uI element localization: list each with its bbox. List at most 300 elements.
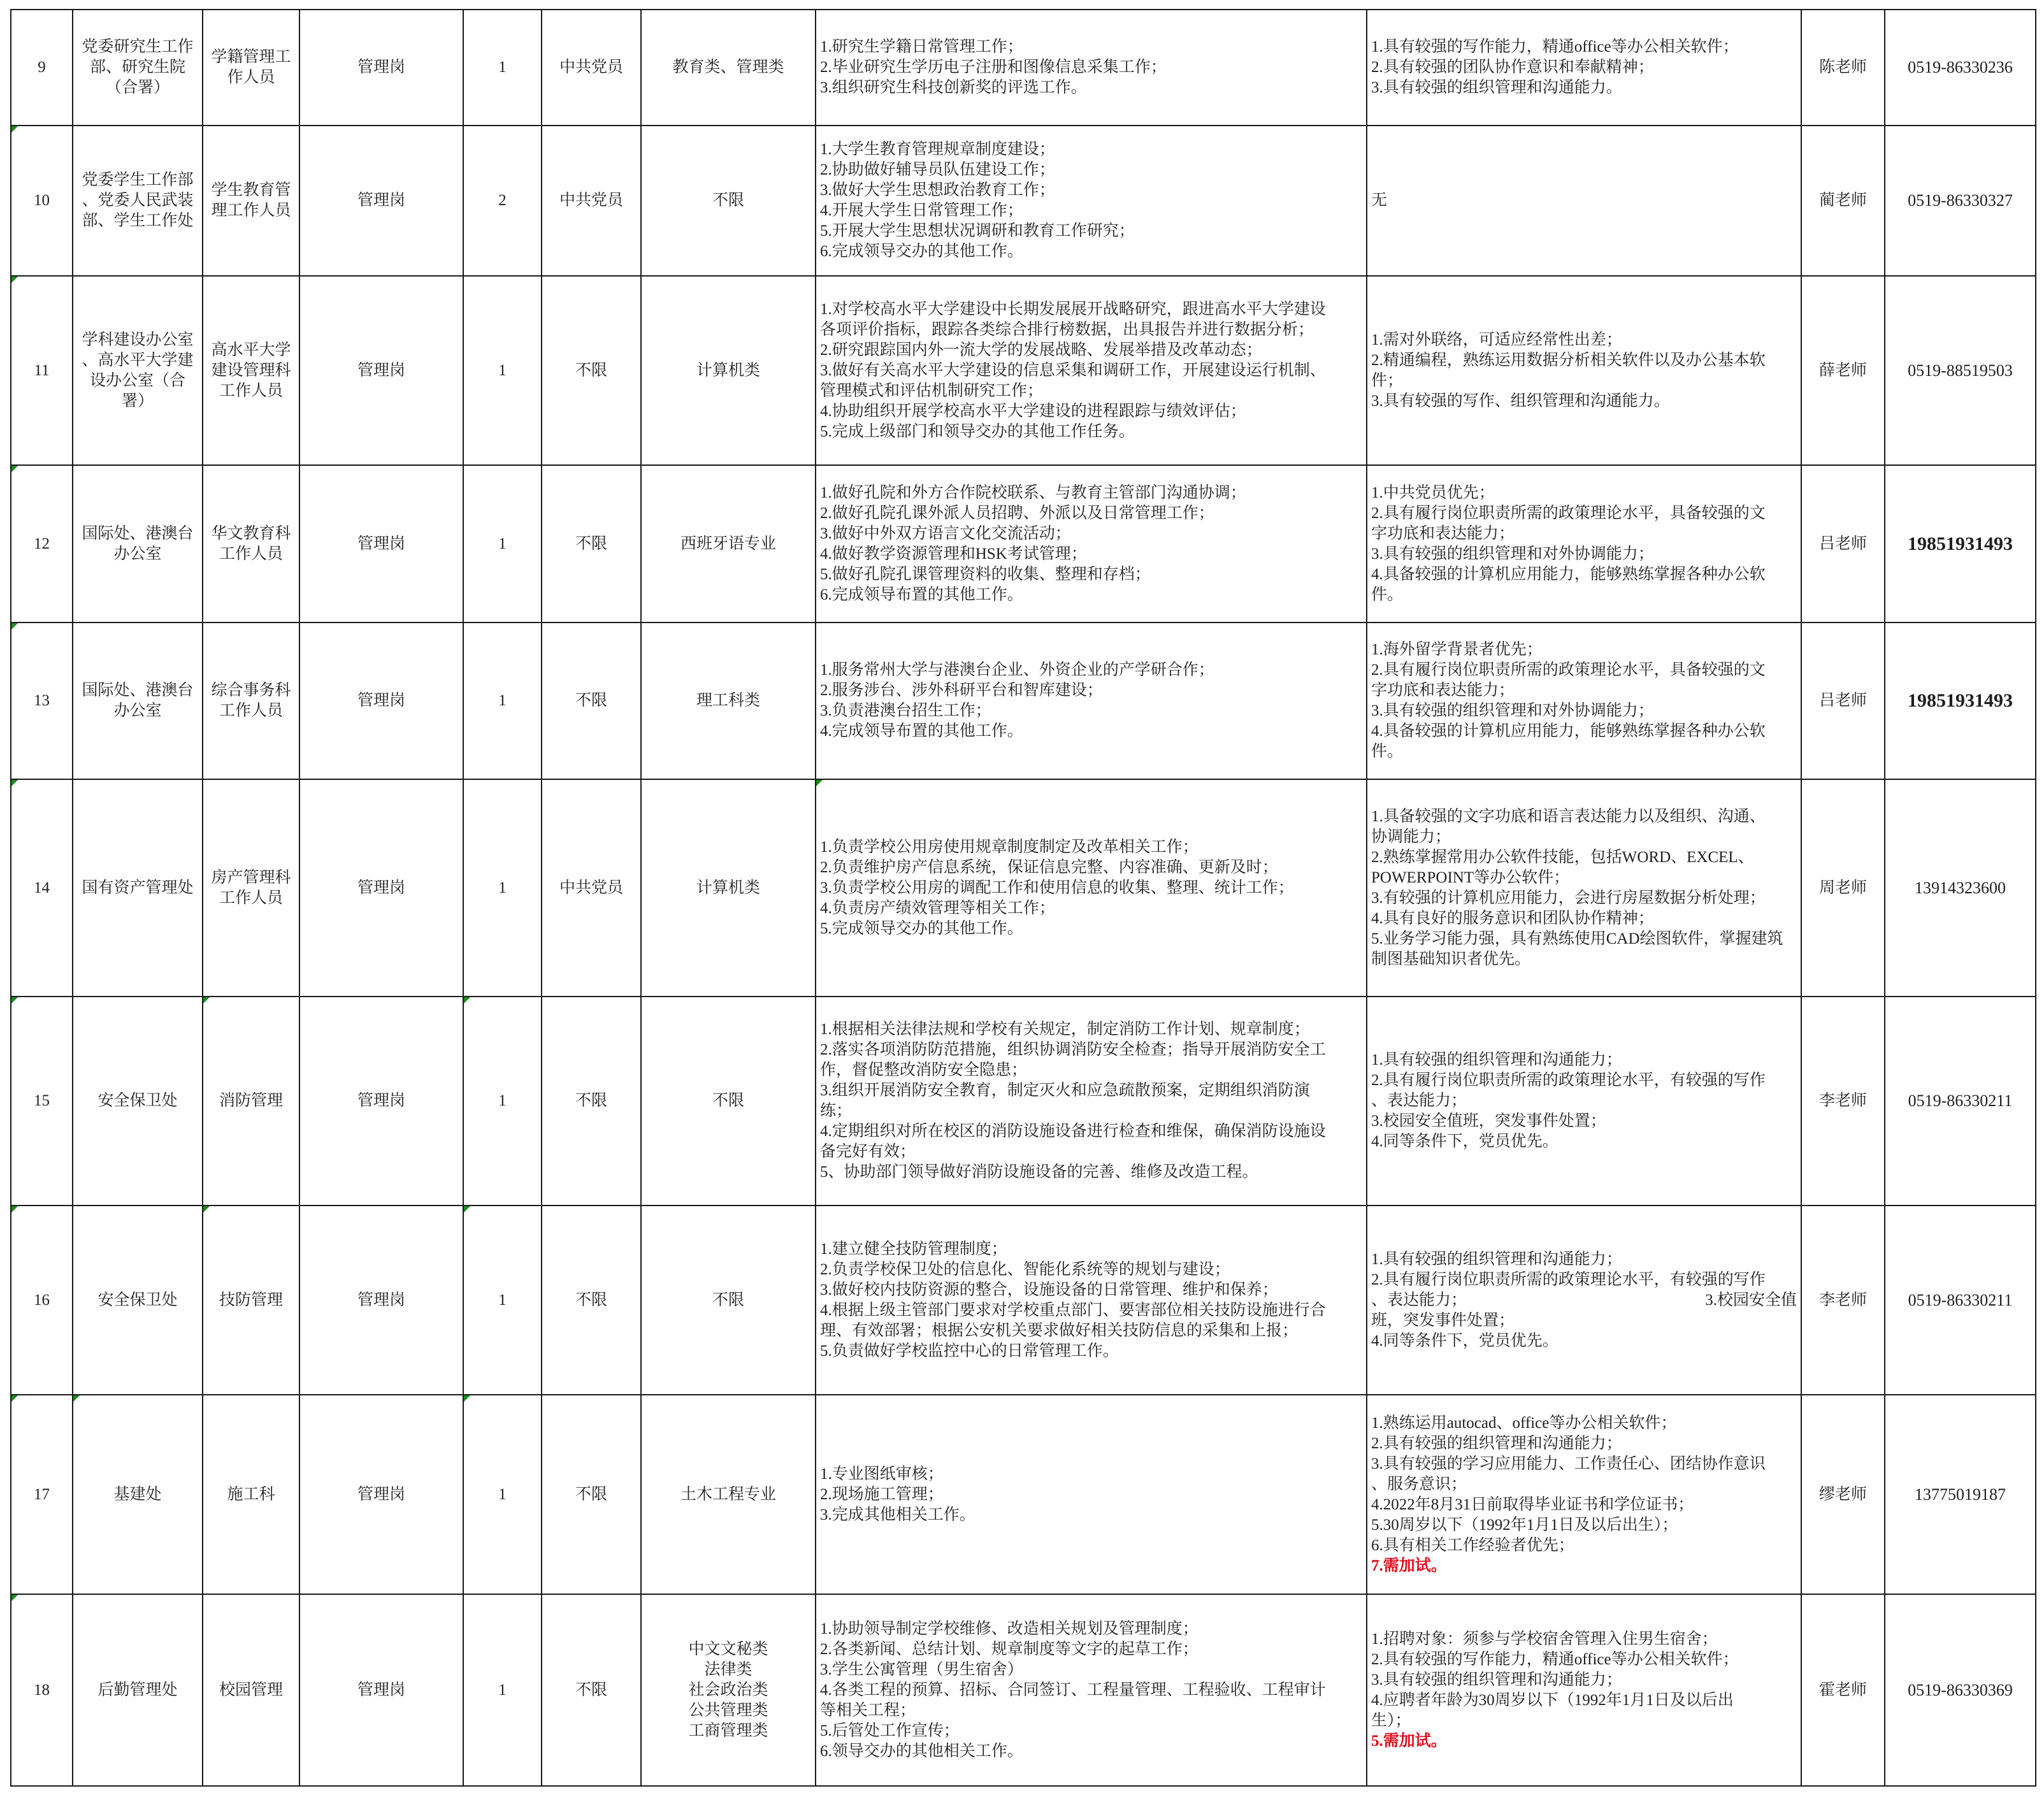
position-name-cell xyxy=(203,1395,299,1594)
duties-line: 2.现场施工管理； xyxy=(820,1485,944,1503)
requirements-line: 1.具有较强的写作能力，精通office等办公相关软件； xyxy=(1371,38,1739,55)
position-name-line: 消防管理 xyxy=(219,1092,283,1109)
requirements-line: 1.具有较强的组织管理和沟通能力； xyxy=(1371,1250,1622,1268)
headcount-cell xyxy=(463,10,542,126)
row-number: 13 xyxy=(34,692,50,709)
duties-line: 1.做好孔院和外方合作院校联系、与教育主管部门沟通协调； xyxy=(820,484,1246,501)
requirements-line: 4.同等条件下，党员优先。 xyxy=(1371,1133,1558,1150)
requirements-cell xyxy=(1367,997,1801,1206)
headcount-cell xyxy=(463,126,542,276)
requirements-line: 1.招聘对象：须参与学校宿舍管理入住男生宿舍； xyxy=(1371,1630,1718,1648)
major-line: 不限 xyxy=(712,192,744,209)
major-line: 法律类 xyxy=(704,1660,752,1678)
phone-number: 13775019187 xyxy=(1915,1485,2006,1504)
row-number-cell xyxy=(11,126,73,276)
contact-person: 薛老师 xyxy=(1818,361,1867,379)
requirements-line xyxy=(1371,1290,1797,1311)
row-number-cell xyxy=(11,779,73,997)
requirements-line: 、服务意识； xyxy=(1371,1475,1467,1493)
contact-person-cell xyxy=(1801,623,1885,779)
headcount: 1 xyxy=(498,1485,507,1503)
department-line: 办公室 xyxy=(113,702,162,719)
table-row xyxy=(11,1395,2036,1594)
row-number: 11 xyxy=(34,361,50,379)
phone-cell xyxy=(1885,1395,2036,1594)
cell-indicator-icon xyxy=(11,277,18,283)
major-line: 教育类、管理类 xyxy=(672,59,784,76)
headcount: 1 xyxy=(498,692,507,709)
position-name-line: 工作人员 xyxy=(219,382,283,400)
duties-line: 等相关工程； xyxy=(820,1701,916,1719)
position-name-line: 学生教育管 xyxy=(211,182,291,199)
political-status: 不限 xyxy=(575,1485,607,1503)
department-line: 党委研究生工作 xyxy=(82,38,194,55)
department-cell xyxy=(73,10,203,126)
duties-line: 1.专业图纸审核； xyxy=(820,1465,944,1483)
position-name-cell xyxy=(203,276,299,465)
cell-indicator-icon xyxy=(816,780,823,786)
position-type: 管理岗 xyxy=(357,1092,405,1109)
position-name-line: 理工作人员 xyxy=(211,202,291,219)
phone-number: 19851931493 xyxy=(1908,690,2013,711)
contact-person: 周老师 xyxy=(1818,879,1867,896)
headcount-cell xyxy=(463,1395,542,1594)
department-line: 部、学生工作处 xyxy=(82,212,194,229)
requirements-line: 1.熟练运用autocad、office等办公相关软件； xyxy=(1371,1414,1677,1432)
requirements-cell xyxy=(1367,1395,1801,1594)
row-number: 14 xyxy=(34,879,50,896)
duties-line: 4.各类工程的预算、招标、合同签订、工程量管理、工程验收、工程审计 xyxy=(820,1681,1326,1699)
headcount-cell xyxy=(463,997,542,1206)
requirements-line: 4.2022年8月31日前取得毕业证书和学位证书； xyxy=(1371,1495,1694,1513)
department-line: 学科建设办公室 xyxy=(82,331,194,349)
position-type: 管理岗 xyxy=(357,1485,405,1503)
duties-line: 5.负责做好学校监控中心的日常管理工作。 xyxy=(820,1342,1119,1360)
cell-indicator-icon xyxy=(11,466,18,472)
headcount-cell xyxy=(463,1206,542,1395)
duties-line: 3.做好有关高水平大学建设的信息采集和调研工作，开展建设运行机制、 xyxy=(820,361,1326,379)
department-line: 安全保卫处 xyxy=(97,1092,178,1109)
row-number: 9 xyxy=(38,59,46,76)
row-number-cell xyxy=(11,997,73,1206)
requirements-cell xyxy=(1367,276,1801,465)
political-status-cell xyxy=(542,997,641,1206)
major-cell xyxy=(641,1594,816,1786)
position-type: 管理岗 xyxy=(357,361,405,379)
headcount-cell xyxy=(463,1594,542,1786)
phone-number: 0519-86330327 xyxy=(1908,191,2013,210)
requirements-line: 1.具备较强的文字功底和语言表达能力以及组织、沟通、 xyxy=(1371,807,1766,825)
requirements-line: 4.应聘者年龄为30周岁以下（1992年1月1日及以后出 xyxy=(1371,1691,1734,1709)
duties-cell xyxy=(816,1594,1367,1786)
headcount-cell xyxy=(463,465,542,623)
phone-cell xyxy=(1885,465,2036,623)
position-type-cell xyxy=(299,997,463,1206)
duties-line: 1.负责学校公用房使用规章制度制定及改革相关工作； xyxy=(820,838,1198,856)
requirements-cell xyxy=(1367,10,1801,126)
requirements-cell xyxy=(1367,465,1801,623)
political-status-cell xyxy=(542,1594,641,1786)
position-type-cell xyxy=(299,1206,463,1395)
duties-line: 3.组织开展消防安全教育，制定灭火和应急疏散预案，定期组织消防演 xyxy=(820,1082,1310,1099)
contact-person-cell xyxy=(1801,1206,1885,1395)
contact-person: 李老师 xyxy=(1818,1291,1867,1309)
headcount-cell xyxy=(463,623,542,779)
duties-line: 2.负责维护房产信息系统，保证信息完整、内容准确、更新及时； xyxy=(820,858,1278,876)
department-line: 署） xyxy=(121,392,154,410)
requirements-line: 6.具有相关工作经验者优先； xyxy=(1371,1536,1574,1554)
phone-cell xyxy=(1885,126,2036,276)
duties-line: 理、有效部署；根据公安机关要求做好相关技防信息的采集和上报； xyxy=(820,1321,1299,1339)
duties-cell xyxy=(816,1206,1367,1395)
duties-line: 3.学生公寓管理（男生宿舍） xyxy=(820,1660,1023,1678)
requirements-line: 4.具备较强的计算机应用能力，能够熟练掌握各种办公软 xyxy=(1371,723,1766,740)
requirements-line: 协调能力； xyxy=(1371,828,1451,846)
requirements-line: 2.熟练掌握常用办公软件技能，包括WORD、EXCEL、 xyxy=(1371,848,1754,866)
duties-line: 练； xyxy=(820,1102,853,1119)
requirements-line: 件。 xyxy=(1371,586,1404,603)
duties-line: 5、协助部门领导做好消防设施设备的完善、维修及改造工程。 xyxy=(820,1163,1258,1181)
duties-line: 1.建立健全技防管理制度； xyxy=(820,1240,1007,1258)
recruitment-table xyxy=(10,9,2036,1787)
phone-number: 0519-86330211 xyxy=(1908,1091,2013,1110)
duties-line: 3.做好校内技防资源的整合，设施设备的日常管理、维护和保养； xyxy=(820,1281,1278,1299)
duties-cell xyxy=(816,10,1367,126)
political-status: 不限 xyxy=(575,1681,607,1699)
duties-line: 2.毕业研究生学历电子注册和图像信息采集工作； xyxy=(820,59,1167,76)
contact-person: 李老师 xyxy=(1818,1092,1867,1109)
position-type-cell xyxy=(299,276,463,465)
major-line: 计算机类 xyxy=(696,361,760,379)
requirements-line: 3.具有较强的写作、组织管理和沟通能力。 xyxy=(1371,392,1670,410)
duties-line: 各项评价指标，跟踪各类综合排行榜数据，出具报告并进行数据分析； xyxy=(820,320,1314,338)
table-row xyxy=(11,10,2036,126)
phone-number: 0519-86330236 xyxy=(1908,58,2013,76)
cell-indicator-icon xyxy=(11,1395,18,1402)
political-status-cell xyxy=(542,623,641,779)
major-cell xyxy=(641,10,816,126)
headcount: 1 xyxy=(498,1092,507,1109)
political-status: 不限 xyxy=(575,1092,607,1109)
position-type-cell xyxy=(299,1395,463,1594)
cell-indicator-icon xyxy=(203,1206,210,1213)
requirements-line: 3.有较强的计算机应用能力，会进行房屋数据分析处理； xyxy=(1371,889,1766,907)
department-line: 后勤管理处 xyxy=(97,1681,178,1699)
major-cell xyxy=(641,276,816,465)
department-line: 国际处、港澳台 xyxy=(82,524,194,542)
department-line: 部、研究生院 xyxy=(89,59,185,76)
row-number-cell xyxy=(11,1594,73,1786)
duties-line: 1.根据相关法律法规和学校有关规定，制定消防工作计划、规章制度； xyxy=(820,1021,1310,1038)
duties-line: 2.服务涉台、涉外科研平台和智库建设； xyxy=(820,682,1103,699)
major-cell xyxy=(641,1395,816,1594)
duties-line: 2.落实各项消防防范措施，组织协调消防安全检查；指导开展消防安全工 xyxy=(820,1041,1326,1058)
row-number-cell xyxy=(11,276,73,465)
duties-line: 2.负责学校保卫处的信息化、智能化系统等的规划与建设； xyxy=(820,1260,1230,1278)
contact-person: 缪老师 xyxy=(1818,1485,1867,1503)
major-line: 公共管理类 xyxy=(688,1701,768,1719)
requirements-line: 4.具有良好的服务意识和团队协作精神； xyxy=(1371,909,1654,927)
cell-indicator-icon xyxy=(11,1595,18,1601)
political-status-cell xyxy=(542,126,641,276)
position-name-cell xyxy=(203,126,299,276)
table-row xyxy=(11,997,2036,1206)
phone-number: 0519-86330369 xyxy=(1908,1680,2013,1699)
position-type-cell xyxy=(299,623,463,779)
requirements-line: 2.具有履行岗位职责所需的政策理论水平，具备较强的文 xyxy=(1371,661,1766,679)
requirements-line: POWERPOINT等办公软件； xyxy=(1371,868,1570,886)
headcount: 2 xyxy=(498,192,507,209)
position-type: 管理岗 xyxy=(357,535,405,552)
position-name-line: 技防管理 xyxy=(219,1291,283,1309)
cell-indicator-icon xyxy=(11,997,18,1004)
department-line: 安全保卫处 xyxy=(97,1291,178,1309)
headcount: 1 xyxy=(498,361,507,379)
cell-indicator-icon xyxy=(464,1395,470,1402)
department-cell xyxy=(73,1594,203,1786)
department-line: 党委学生工作部 xyxy=(82,171,194,189)
position-name-line: 综合事务科 xyxy=(211,682,291,699)
department-cell xyxy=(73,465,203,623)
position-type: 管理岗 xyxy=(357,1681,405,1699)
position-name-line: 工作人员 xyxy=(219,889,283,907)
position-type: 管理岗 xyxy=(357,879,405,896)
phone-number: 0519-88519503 xyxy=(1908,361,2013,380)
major-line: 不限 xyxy=(712,1092,744,1109)
position-name-line: 作人员 xyxy=(227,69,275,86)
phone-cell xyxy=(1885,1594,2036,1786)
major-line: 不限 xyxy=(712,1291,744,1309)
major-line: 理工科类 xyxy=(696,692,760,709)
requirements-line: 3.具有较强的学习应用能力、工作责任心、团结协作意识 xyxy=(1371,1455,1766,1472)
contact-person-cell xyxy=(1801,1594,1885,1786)
requirements-line-part: 3.校园安全值 xyxy=(1705,1291,1797,1309)
major-cell xyxy=(641,465,816,623)
duties-line: 1.对学校高水平大学建设中长期发展展开战略研究，跟进高水平大学建设 xyxy=(820,300,1326,318)
headcount-cell xyxy=(463,779,542,997)
row-number: 10 xyxy=(34,192,50,209)
requirements-line: 1.具有较强的组织管理和沟通能力； xyxy=(1371,1051,1622,1069)
duties-line: 3.做好大学生思想政治教育工作； xyxy=(820,182,1055,199)
headcount: 1 xyxy=(498,535,507,552)
department-line: 国际处、港澳台 xyxy=(82,682,194,699)
requirements-line: 2.具有较强的写作能力，精通office等办公相关软件； xyxy=(1371,1650,1739,1668)
position-name-line: 学籍管理工 xyxy=(211,48,291,66)
major-line: 中文文秘类 xyxy=(688,1640,768,1658)
department-line: 设办公室（合 xyxy=(89,371,185,389)
major-cell xyxy=(641,623,816,779)
requirements-cell xyxy=(1367,126,1801,276)
duties-line: 备完好有效； xyxy=(820,1143,916,1160)
department-line: 国有资产管理处 xyxy=(82,879,194,896)
cell-indicator-icon xyxy=(11,780,18,786)
position-type-cell xyxy=(299,465,463,623)
major-line: 西班牙语专业 xyxy=(680,535,776,552)
position-name-line: 校园管理 xyxy=(219,1681,283,1699)
requirements-line: 生）； xyxy=(1371,1711,1411,1729)
duties-line: 5.完成上级部门和领导交办的其他工作任务。 xyxy=(820,422,1135,440)
major-cell xyxy=(641,779,816,997)
headcount: 1 xyxy=(498,59,507,76)
phone-cell xyxy=(1885,276,2036,465)
row-number-cell xyxy=(11,1395,73,1594)
requirements-cell xyxy=(1367,623,1801,779)
position-type-cell xyxy=(299,10,463,126)
table-row xyxy=(11,1206,2036,1395)
headcount: 1 xyxy=(498,879,507,896)
requirements-cell xyxy=(1367,1206,1801,1395)
phone-number: 0519-86330211 xyxy=(1908,1290,2013,1309)
major-line: 工商管理类 xyxy=(688,1722,768,1739)
contact-person: 蔺老师 xyxy=(1818,192,1867,209)
major-cell xyxy=(641,997,816,1206)
political-status: 不限 xyxy=(575,535,607,552)
contact-person: 吕老师 xyxy=(1818,692,1867,709)
position-name-line: 施工科 xyxy=(227,1485,275,1503)
department-cell xyxy=(73,1395,203,1594)
requirements-line: 件； xyxy=(1371,371,1404,389)
cell-indicator-icon xyxy=(464,1206,470,1213)
department-cell xyxy=(73,276,203,465)
position-type-cell xyxy=(299,126,463,276)
requirements-line: 3.校园安全值班，突发事件处置； xyxy=(1371,1112,1606,1130)
requirements-line: 4.具备较强的计算机应用能力，能够熟练掌握各种办公软 xyxy=(1371,565,1766,583)
contact-person-cell xyxy=(1801,997,1885,1206)
department-line: 、党委人民武装 xyxy=(82,192,194,209)
political-status: 不限 xyxy=(575,361,607,379)
department-cell xyxy=(73,997,203,1206)
duties-cell xyxy=(816,276,1367,465)
political-status: 中共党员 xyxy=(559,59,623,76)
contact-person-cell xyxy=(1801,465,1885,623)
political-status: 不限 xyxy=(575,1291,607,1309)
position-name-line: 工作人员 xyxy=(219,545,283,563)
duties-line: 2.研究跟踪国内外一流大学的发展战略、发展举措及改革动态； xyxy=(820,341,1262,359)
duties-line: 3.组织研究生科技创新奖的评选工作。 xyxy=(820,79,1087,96)
duties-line: 1.大学生教育管理规章制度建设； xyxy=(820,141,1055,158)
requirements-line: 件。 xyxy=(1371,743,1404,760)
requirements-line: 字功底和表达能力； xyxy=(1371,524,1515,542)
duties-line: 3.负责学校公用房的调配工作和使用信息的收集、整理、统计工作； xyxy=(820,879,1294,896)
row-number: 17 xyxy=(34,1485,50,1503)
phone-cell xyxy=(1885,779,2036,997)
row-number: 15 xyxy=(34,1092,50,1109)
department-cell xyxy=(73,126,203,276)
requirements-cell xyxy=(1367,779,1801,997)
position-type-cell xyxy=(299,1594,463,1786)
duties-line: 4.协助组织开展学校高水平大学建设的进程跟踪与绩效评估； xyxy=(820,402,1246,420)
row-number-cell xyxy=(11,465,73,623)
cell-indicator-icon xyxy=(11,1206,18,1213)
position-type-cell xyxy=(299,779,463,997)
duties-cell xyxy=(816,1395,1367,1594)
row-number: 16 xyxy=(34,1291,50,1309)
requirements-line: 3.具有较强的组织管理和沟通能力。 xyxy=(1371,79,1622,96)
position-name-cell xyxy=(203,997,299,1206)
row-number-cell xyxy=(11,623,73,779)
requirements-line: 班，突发事件处置； xyxy=(1371,1311,1515,1329)
duties-line: 5.开展大学生思想状况调研和教育工作研究； xyxy=(820,222,1135,240)
requirements-line: 5.业务学习能力强，具有熟练使用CAD绘图软件，掌握建筑 xyxy=(1371,930,1783,947)
requirements-cell xyxy=(1367,1594,1801,1786)
position-name-cell xyxy=(203,623,299,779)
phone-cell xyxy=(1885,1206,2036,1395)
position-name-cell xyxy=(203,10,299,126)
duties-line: 4.完成领导布置的其他工作。 xyxy=(820,723,1023,740)
duties-line: 5.完成领导交办的其他工作。 xyxy=(820,919,1023,937)
requirements-line: 5.30周岁以下（1992年1月1日及以后出生）； xyxy=(1371,1516,1678,1534)
row-number-cell xyxy=(11,1206,73,1395)
requirements-line: 无 xyxy=(1371,192,1388,209)
requirements-line-part: 、表达能力； xyxy=(1371,1291,1467,1309)
duties-cell xyxy=(816,779,1367,997)
table-row xyxy=(11,276,2036,465)
duties-line: 4.根据上级主管部门要求对学校重点部门、要害部位相关技防设施进行合 xyxy=(820,1301,1326,1319)
table-body xyxy=(11,10,2036,1786)
extra-test-note: 7.需加试。 xyxy=(1371,1557,1447,1574)
duties-line: 2.协助做好辅导员队伍建设工作； xyxy=(820,161,1055,178)
requirements-line: 1.海外留学背景者优先； xyxy=(1371,641,1543,658)
headcount: 1 xyxy=(498,1291,507,1309)
table-row xyxy=(11,623,2036,779)
duties-line: 2.做好孔院孔课外派人员招聘、外派以及日常管理工作； xyxy=(820,504,1214,522)
department-line: 基建处 xyxy=(113,1485,162,1503)
duties-cell xyxy=(816,126,1367,276)
row-number: 12 xyxy=(34,535,50,552)
requirements-line: 1.需对外联络，可适应经常性出差； xyxy=(1371,331,1622,349)
table-row xyxy=(11,779,2036,997)
requirements-line: 字功底和表达能力； xyxy=(1371,682,1515,699)
department-cell xyxy=(73,623,203,779)
row-number: 18 xyxy=(34,1681,50,1699)
major-line: 土木工程专业 xyxy=(680,1485,776,1503)
requirements-line: 2.具有履行岗位职责所需的政策理论水平，具备较强的文 xyxy=(1371,504,1766,522)
position-name-line: 房产管理科 xyxy=(211,868,291,886)
cell-indicator-icon xyxy=(11,126,18,133)
requirements-line: 、表达能力； xyxy=(1371,1092,1467,1109)
political-status: 中共党员 xyxy=(559,192,623,209)
contact-person-cell xyxy=(1801,10,1885,126)
table-row xyxy=(11,465,2036,623)
department-cell xyxy=(73,779,203,997)
position-type: 管理岗 xyxy=(357,692,405,709)
duties-line: 3.完成其他相关工作。 xyxy=(820,1506,975,1523)
duties-line: 6.完成领导交办的其他工作。 xyxy=(820,243,1023,260)
political-status: 中共党员 xyxy=(559,879,623,896)
table-row xyxy=(11,1594,2036,1786)
cell-indicator-icon xyxy=(73,1395,80,1402)
requirements-line: 3.具有较强的组织管理和对外协调能力； xyxy=(1371,545,1654,563)
contact-person: 陈老师 xyxy=(1818,59,1867,76)
duties-cell xyxy=(816,997,1367,1206)
duties-cell xyxy=(816,465,1367,623)
political-status-cell xyxy=(542,779,641,997)
duties-line: 3.负责港澳台招生工作； xyxy=(820,702,991,719)
political-status-cell xyxy=(542,276,641,465)
duties-line: 5.做好孔院孔课管理资料的收集、整理和存档； xyxy=(820,565,1151,583)
duties-line: 5.后管处工作宣传； xyxy=(820,1722,960,1739)
phone-cell xyxy=(1885,997,2036,1206)
duties-line: 1.服务常州大学与港澳台企业、外资企业的产学研合作； xyxy=(820,661,1214,679)
political-status-cell xyxy=(542,10,641,126)
position-name-cell xyxy=(203,465,299,623)
position-type: 管理岗 xyxy=(357,1291,405,1309)
phone-cell xyxy=(1885,623,2036,779)
requirements-line: 2.精通编程，熟练运用数据分析相关软件以及办公基本软 xyxy=(1371,351,1766,369)
requirements-line: 1.中共党员优先； xyxy=(1371,484,1495,501)
contact-person-cell xyxy=(1801,1395,1885,1594)
cell-indicator-icon xyxy=(203,997,210,1004)
